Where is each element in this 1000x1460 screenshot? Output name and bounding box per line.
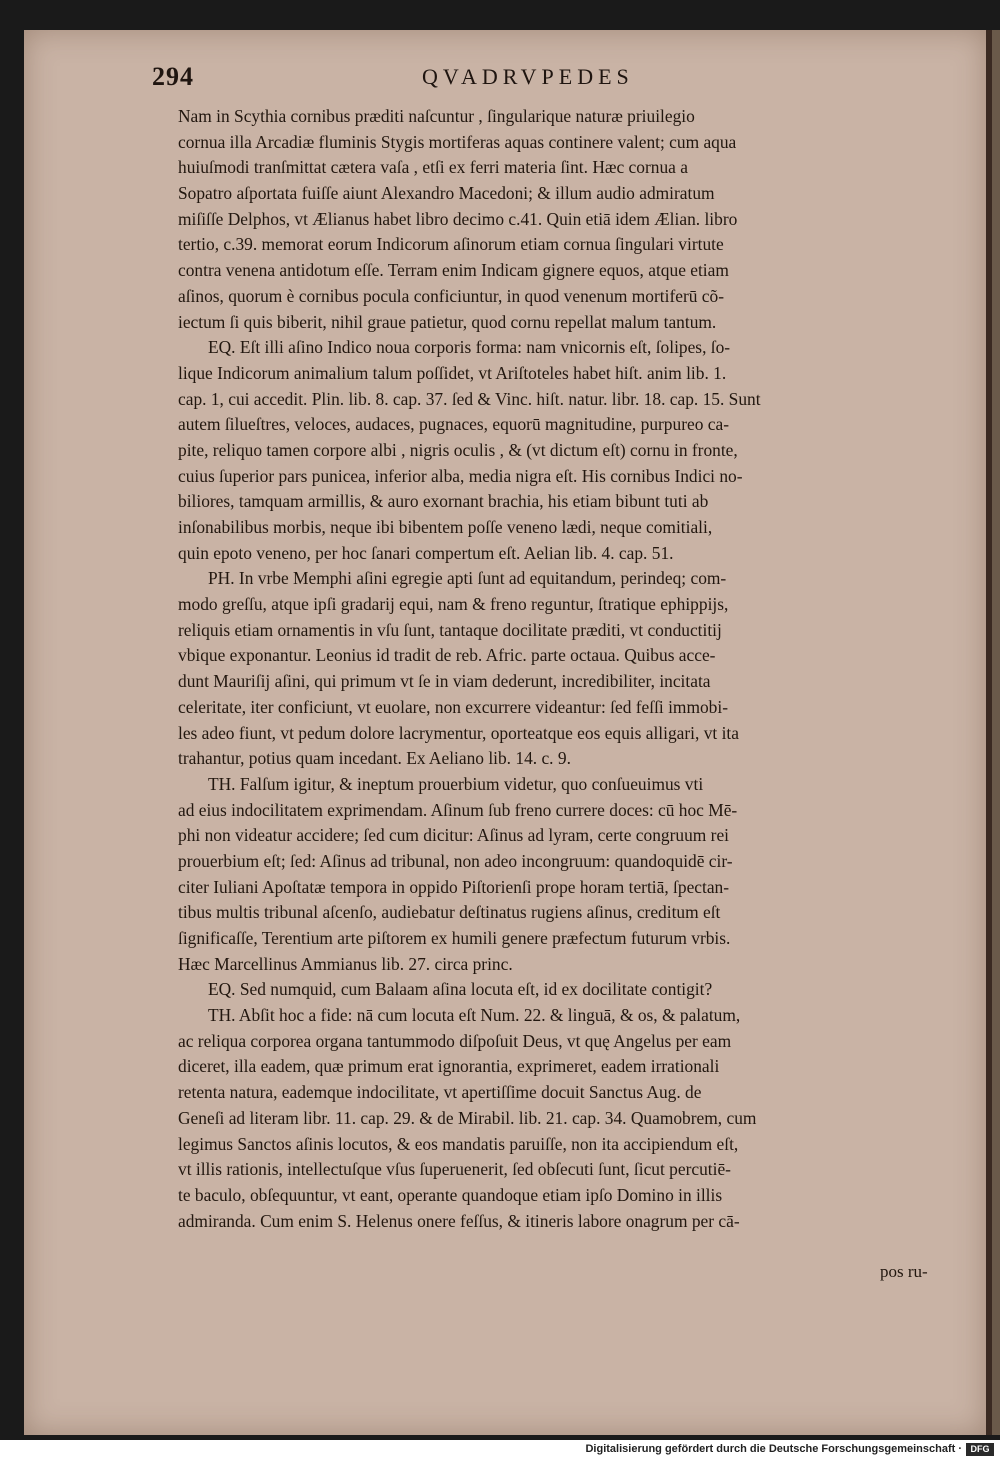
text-line: miſiſſe Delphos, vt Ælianus habet libro decimo c.41. Quin etiā idem Ælian. libro	[178, 208, 738, 229]
footer	[0, 1440, 1000, 1460]
text-line: celeritate, iter conficiunt, vt euolare, non excurrere videantur: ſed feſſi immobi-	[178, 696, 728, 717]
text-line: EQ. Sed numquid, cum Balaam aſina locuta eſt, id ex docilitate contigit?	[208, 979, 713, 1000]
text-line: ac reliqua corporea organa tantummodo diſpoſuit Deus, vt quę Angelus per eam	[178, 1030, 732, 1051]
text-line: biliores, tamquam armillis, & auro exornant brachia, his etiam bibunt tuti ab	[178, 491, 709, 512]
text-line: citer Iuliani Apoſtatæ tempora in oppido Piſtorienſi prope horam tertiā, ſpectan-	[178, 876, 730, 897]
text-line: admiranda. Cum enim S. Helenus onere feſſus, & itineris labore onagrum per cā-	[178, 1210, 740, 1231]
text-line: Nam in Scythia cornibus præditi naſcuntur , ſingularique naturæ priuilegio	[178, 106, 695, 126]
text-line: pite, reliquo tamen corpore albi , nigris oculis , & (vt dictum eſt) cornu in fronte,	[178, 439, 738, 460]
text-line: aſinos, quorum è cornibus pocula conficiuntur, in quod venenum mortiferū cõ-	[178, 285, 725, 306]
text-line: legimus Sanctos aſinis locutos, & eos mandatis paruiſſe, non ita accipiendum eſt,	[178, 1133, 739, 1154]
text-line: cuius ſuperior pars punicea, inferior alba, media nigra eſt. His cornibus Indici no-	[178, 465, 743, 486]
text-line: les adeo fiunt, vt pedum dolore lacrymentur, oporteatque eos equis alligari, vt ita	[178, 722, 739, 743]
text-line: ſignificaſſe, Terentium arte piſtorem ex humili genere præfectum futurum vrbis.	[178, 928, 731, 948]
body-text	[178, 104, 958, 1234]
text-line: diceret, illa eadem, quæ primum erat ignorantia, exprimeret, eadem irrationali	[178, 1056, 720, 1077]
text-line: retenta natura, eademque indocilitate, vt apertiſſime docuit Sanctus Aug. de	[178, 1082, 702, 1103]
text-line: quin epoto veneno, per hoc ſanari compertum eſt. Aelian lib. 4. cap. 51.	[178, 542, 674, 563]
text-line: dunt Mauriſij aſini, qui primum vt ſe in viam dederunt, incredibiliter, incitata	[178, 671, 711, 692]
text-line: modo greſſu, atque ipſi gradarij equi, nam & freno reguntur, ſtratique ephippijs,	[178, 594, 729, 615]
text-line: lique Indicorum animalium talum poſſidet, vt Ariſtoteles habet hiſt. anim lib. 1.	[178, 362, 727, 383]
dfg-logo: DFG	[966, 1443, 994, 1456]
text-line: inſonabilibus morbis, neque ibi bibentem poſſe veneno lædi, neque comitiali,	[178, 517, 713, 537]
text-line: trahantur, potius quam incedant. Ex Aeliano lib. 14. c. 9.	[178, 748, 571, 769]
text-line: Geneſi ad literam libr. 11. cap. 29. & de Mirabil. lib. 21. cap. 34. Quamobrem, cum	[178, 1107, 757, 1128]
text-line: iectum ſi quis biberit, nihil graue patietur, quod cornu repellat malum tantum.	[178, 311, 717, 332]
page-number: 294	[152, 62, 194, 91]
running-head	[152, 62, 712, 96]
text-line: TH. Abſit hoc a fide: nā cum locuta eſt Num. 22. & linguā, & os, & palatum,	[208, 1005, 741, 1026]
text-line: Sopatro aſportata fuiſſe aiunt Alexandro Macedoni; & illum audio admiratum	[178, 183, 715, 204]
text-line: vbique exponantur. Leonius id tradit de reb. Afric. parte octaua. Quibus acce-	[178, 645, 716, 666]
text-line: prouerbium eſt; ſed: Aſinus ad tribunal, non adeo incongruum: quandoquidē cir-	[178, 850, 733, 871]
catchword: pos ru-	[880, 1262, 928, 1281]
text-line: tibus multis tribunal aſcenſo, audiebatur deſtinatus rugiens aſinus, creditum eſt	[178, 902, 721, 923]
page-edge	[992, 30, 1000, 1435]
text-line: contra venena antidotum eſſe. Terram enim Indicam gignere equos, atque etiam	[178, 260, 729, 281]
footer-credit: Digitalisierung gefördert durch die Deutsche Forschungsgemeinschaft ·	[585, 1443, 962, 1455]
running-title: QVADRVPEDES	[422, 64, 634, 89]
text-line: cornua illa Arcadiæ fluminis Stygis mortiferas aquas continere valent; cum aqua	[178, 131, 737, 152]
text-line: reliquis etiam ornamentis in vſu ſunt, tantaque docilitate præditi, vt conductitij	[178, 619, 722, 640]
text-line: ad eius indocilitatem exprimendam. Aſinum ſub freno currere doces: cū hoc Mē-	[178, 799, 738, 820]
text-line: autem ſilueſtres, veloces, audaces, pugnaces, equorū magnitudine, purpureo ca-	[178, 414, 729, 435]
text-line: EQ. Eſt illi aſino Indico noua corporis forma: nam vnicornis eſt, ſolipes, ſo-	[208, 337, 731, 358]
text-line: TH. Falſum igitur, & ineptum prouerbium videtur, quo conſueuimus vti	[208, 773, 704, 794]
text-line: te baculo, obſequuntur, vt eant, operante quandoque etiam ipſo Domino in illis	[178, 1184, 723, 1205]
text-line: vt illis rationis, intellectuſque vſus ſuperuenerit, ſed obſecuti ſunt, ſicut percutiē-	[178, 1159, 731, 1180]
text-line: Hæc Marcellinus Ammianus lib. 27. circa princ.	[178, 953, 513, 974]
text-line: huiuſmodi tranſmittat cætera vaſa , etſi ex ferri materia ſint. Hæc cornua a	[178, 157, 688, 178]
text-line: tertio, c.39. memorat eorum Indicorum aſinorum etiam cornua ſingulari virtute	[178, 234, 724, 255]
text-line: PH. In vrbe Memphi aſini egregie apti ſunt ad equitandum, perindeq; com-	[208, 568, 727, 589]
text-line: phi non videatur accidere; ſed cum dicitur: Aſinus ad lyram, certe congruum rei	[178, 825, 729, 846]
text-line: cap. 1, cui accedit. Plin. lib. 8. cap. 37. ſed & Vinc. hiſt. natur. libr. 18. cap. 15. Sunt	[178, 388, 761, 409]
